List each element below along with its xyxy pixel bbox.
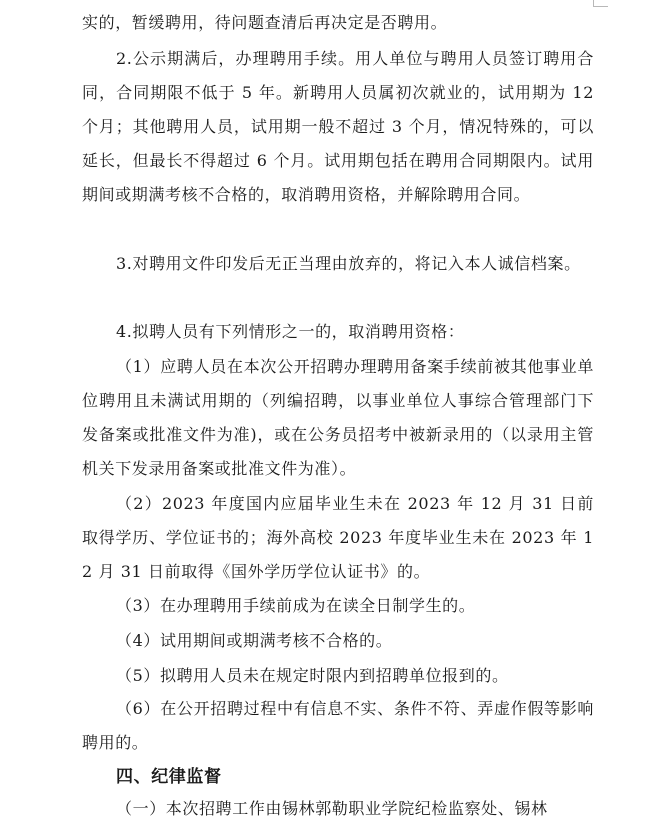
paragraph-sub-4: （4）试用期间或期满考核不合格的。 [116,631,393,650]
paragraph-sub-2: （2）2023 年度国内应届毕业生未在 2023 年 12 月 31 日前取得学历、学位证书的；海外高校 2023 年度毕业生未在 2023 年 12 月 31 日前取得《国外学历学位认证书》的。 [82,494,594,581]
paragraph-sub-5: （5）拟聘用人员未在规定时限内到招聘单位报到的。 [116,666,509,685]
section-heading-discipline: 四、纪律监督 [116,767,222,787]
paragraph-sub-3: （3）在办理聘用手续前成为在读全日制学生的。 [116,596,476,615]
paragraph-continuation: 实的，暂缓聘用，待问题查清后再决定是否聘用。 [82,13,448,32]
paragraph-item-2: 2.公示期满后，办理聘用手续。用人单位与聘用人员签订聘用合同，合同期限不低于 5 年。新聘用人员属初次就业的，试用期为 12 个月；其他聘用人员，试用期一般不超过 3 个月，情况特殊的，可以延长，但最长不得超过 6 个月。试用期包括在聘用合同期限内。试用期间或期满考核不合格的，取消聘用资格，并解除聘用合同。 [82,49,594,204]
paragraph-sub-1: （1）应聘人员在本次公开招聘办理聘用备案手续前被其他事业单位聘用且未满试用期的（列编招聘，以事业单位人事综合管理部门下发备案或批准文件为准)，或在公务员招考中被新录用的（以录用主管机关下发录用备案或批准文件为准）。 [82,357,594,478]
paragraph-item-3: 3.对聘用文件印发后无正当理由放弃的，将记入本人诚信档案。 [116,254,581,273]
paragraph-section-4-item-1: （一）本次招聘工作由锡林郭勒职业学院纪检监察处、锡林 [116,799,548,818]
paragraph-sub-6: （6）在公开招聘过程中有信息不实、条件不符、弄虚作假等影响聘用的。 [82,699,594,752]
page-corner-mark [593,0,608,7]
paragraph-item-4: 4.拟聘人员有下列情形之一的，取消聘用资格： [116,322,465,341]
